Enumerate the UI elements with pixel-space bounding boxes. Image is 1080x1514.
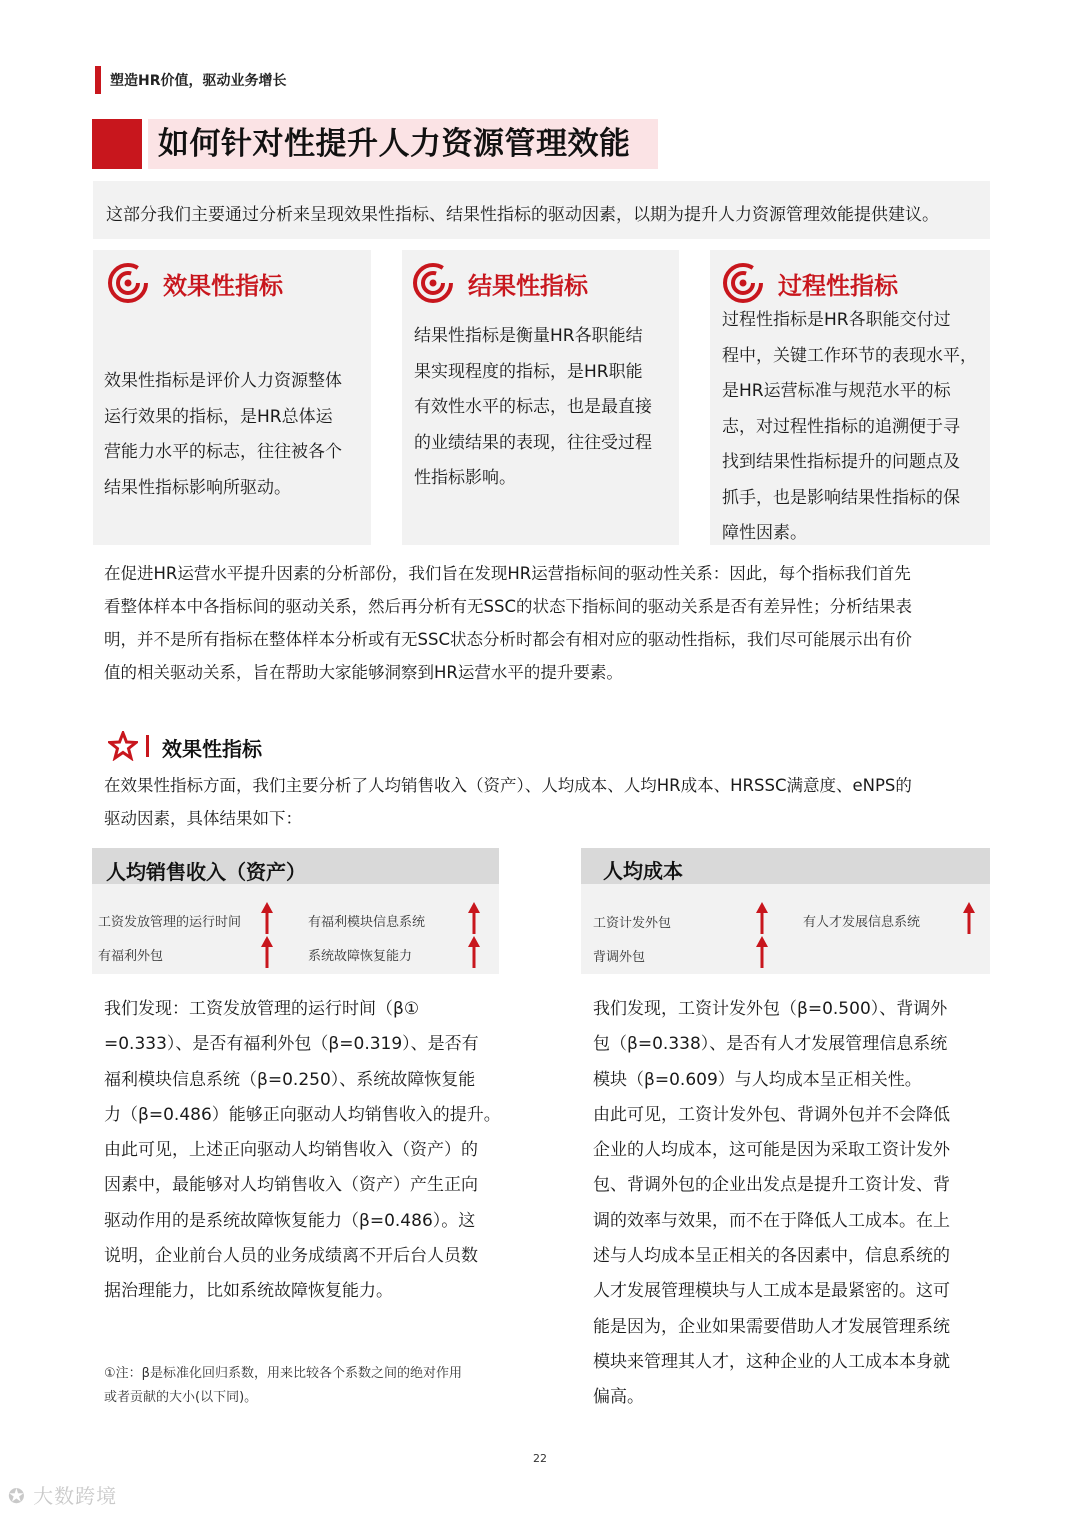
- arrow-up-icon: [755, 936, 769, 968]
- card-process: [710, 250, 990, 545]
- section-title: 效果性指标: [162, 737, 262, 761]
- footnote: ①注：β是标准化回归系数，用来比较各个系数之间的绝对作用 或者贡献的大小(以下同)。: [104, 1366, 462, 1405]
- card-result: [402, 250, 679, 545]
- left-findings: 我们发现：工资发放管理的运行时间（β① =0.333）、是否有福利外包（β=0.319）、是否有 福利模块信息系统（β=0.250）、系统故障恢复能 力（β=0.486）能够正向驱动人均销售收入的提升。 由此可见，上述正向驱动人均销售收入（资产）的 因素中，最能够对人均销售收入（资产）产生正向 驱动作用的是系统故障恢复能力（β=0.486）。这 说明，企业前台人员的业务成绩离不开后台人员数 据治理能力，比如系统故障恢复能力。: [104, 999, 501, 1302]
- arrow-up-icon: [260, 936, 274, 968]
- star-icon: [108, 731, 138, 761]
- section-intro: 在效果性指标方面，我们主要分析了人均销售收入（资产）、人均成本、人均HR成本、HRSSC满意度、eNPS的 驱动因素，具体结果如下：: [104, 776, 912, 828]
- card-title: 效果性指标: [163, 272, 283, 300]
- table-cell: 有福利模块信息系统: [308, 915, 426, 930]
- arrow-up-icon: [962, 902, 976, 934]
- table-cell: 背调外包: [593, 950, 646, 965]
- header-accent-bar: [95, 66, 101, 94]
- card-title: 结果性指标: [468, 272, 588, 300]
- analysis-paragraph: 在促进HR运营水平提升因素的分析部份，我们旨在发现HR运营指标间的驱动性关系：因此，每个指标我们首先 看整体样本中各指标间的驱动关系，然后再分析有无SSC的状态下指标间的驱动关系是否有差异性；分析结果表 明，并不是所有指标在整体样本分析或有无SSC状态分析时都会有相对应的驱动性指标，我们尽可能展示出有价 值的相关驱动关系，旨在帮助大家能够洞察到HR运营水平的提升要素。: [104, 564, 912, 682]
- card-body: 过程性指标是HR各职能交付过 程中，关键工作环节的表现水平， 是HR运营标准与规范水平的标 志，对过程性指标的追溯便于寻 找到结果性指标提升的问题点及 抓手，也是影响结果性指标的保 障性因素。: [722, 310, 977, 543]
- target-icon: [107, 262, 149, 304]
- running-header: 塑造HR价值，驱动业务增长: [110, 73, 287, 89]
- title-red-block: [92, 119, 142, 169]
- card-effect: [93, 250, 371, 545]
- right-findings: 我们发现，工资计发外包（β=0.500）、背调外 包（β=0.338）、是否有人才发展管理信息系统 模块（β=0.609）与人均成本呈正相关性。 由此可见，工资计发外包、背调外包并不会降低 企业的人均成本，这可能是因为采取工资计发外 包、背调外包的企业出发点是提升工资计发、背 调的效率与效果，而不在于降低人工成本。在上 述与人均成本呈正相关的各因素中，信息系统的 人才发展管理模块与人工成本是最紧密的。这可 能是因为，企业如果需要借助人才发展管理系统 模块来管理其人才，这种企业的人工成本本身就 偏高。: [593, 999, 950, 1408]
- table-sales-per-capita: [92, 848, 499, 974]
- table-cost-per-capita: [581, 848, 990, 974]
- arrow-up-icon: [260, 902, 274, 934]
- card-body: 效果性指标是评价人力资源整体 运行效果的指标，是HR总体运 营能力水平的标志，往往被各个 结果性指标影响所驱动。: [104, 371, 342, 498]
- page-number: 22: [533, 1452, 547, 1465]
- page-title: 如何针对性提升人力资源管理效能: [158, 126, 631, 162]
- target-icon: [722, 262, 764, 304]
- table-cell: 系统故障恢复能力: [308, 949, 413, 964]
- arrow-up-icon: [467, 902, 481, 934]
- chat-bubble-icon: ✪: [8, 1484, 26, 1508]
- watermark: [8, 1480, 117, 1509]
- card-body: 结果性指标是衡量HR各职能结 果实现程度的指标，是HR职能 有效性水平的标志，也是最直接 的业绩结果的表现，往往受过程 性指标影响。: [414, 326, 652, 488]
- intro-text: 这部分我们主要通过分析来呈现效果性指标、结果性指标的驱动因素，以期为提升人力资源管理效能提供建议。: [106, 205, 939, 225]
- table-cell: 工资计发外包: [593, 916, 672, 931]
- table-cell: 有人才发展信息系统: [803, 915, 921, 930]
- arrow-up-icon: [755, 902, 769, 934]
- section-divider: [146, 735, 149, 757]
- card-title: 过程性指标: [778, 272, 898, 300]
- target-icon: [412, 262, 454, 304]
- table-title: 人均成本: [603, 859, 683, 883]
- watermark-text: 大数跨境: [33, 1484, 118, 1508]
- table-cell: 工资发放管理的运行时间: [98, 915, 242, 930]
- table-title: 人均销售收入（资产）: [106, 860, 306, 884]
- arrow-up-icon: [467, 936, 481, 968]
- table-cell: 有福利外包: [98, 949, 164, 964]
